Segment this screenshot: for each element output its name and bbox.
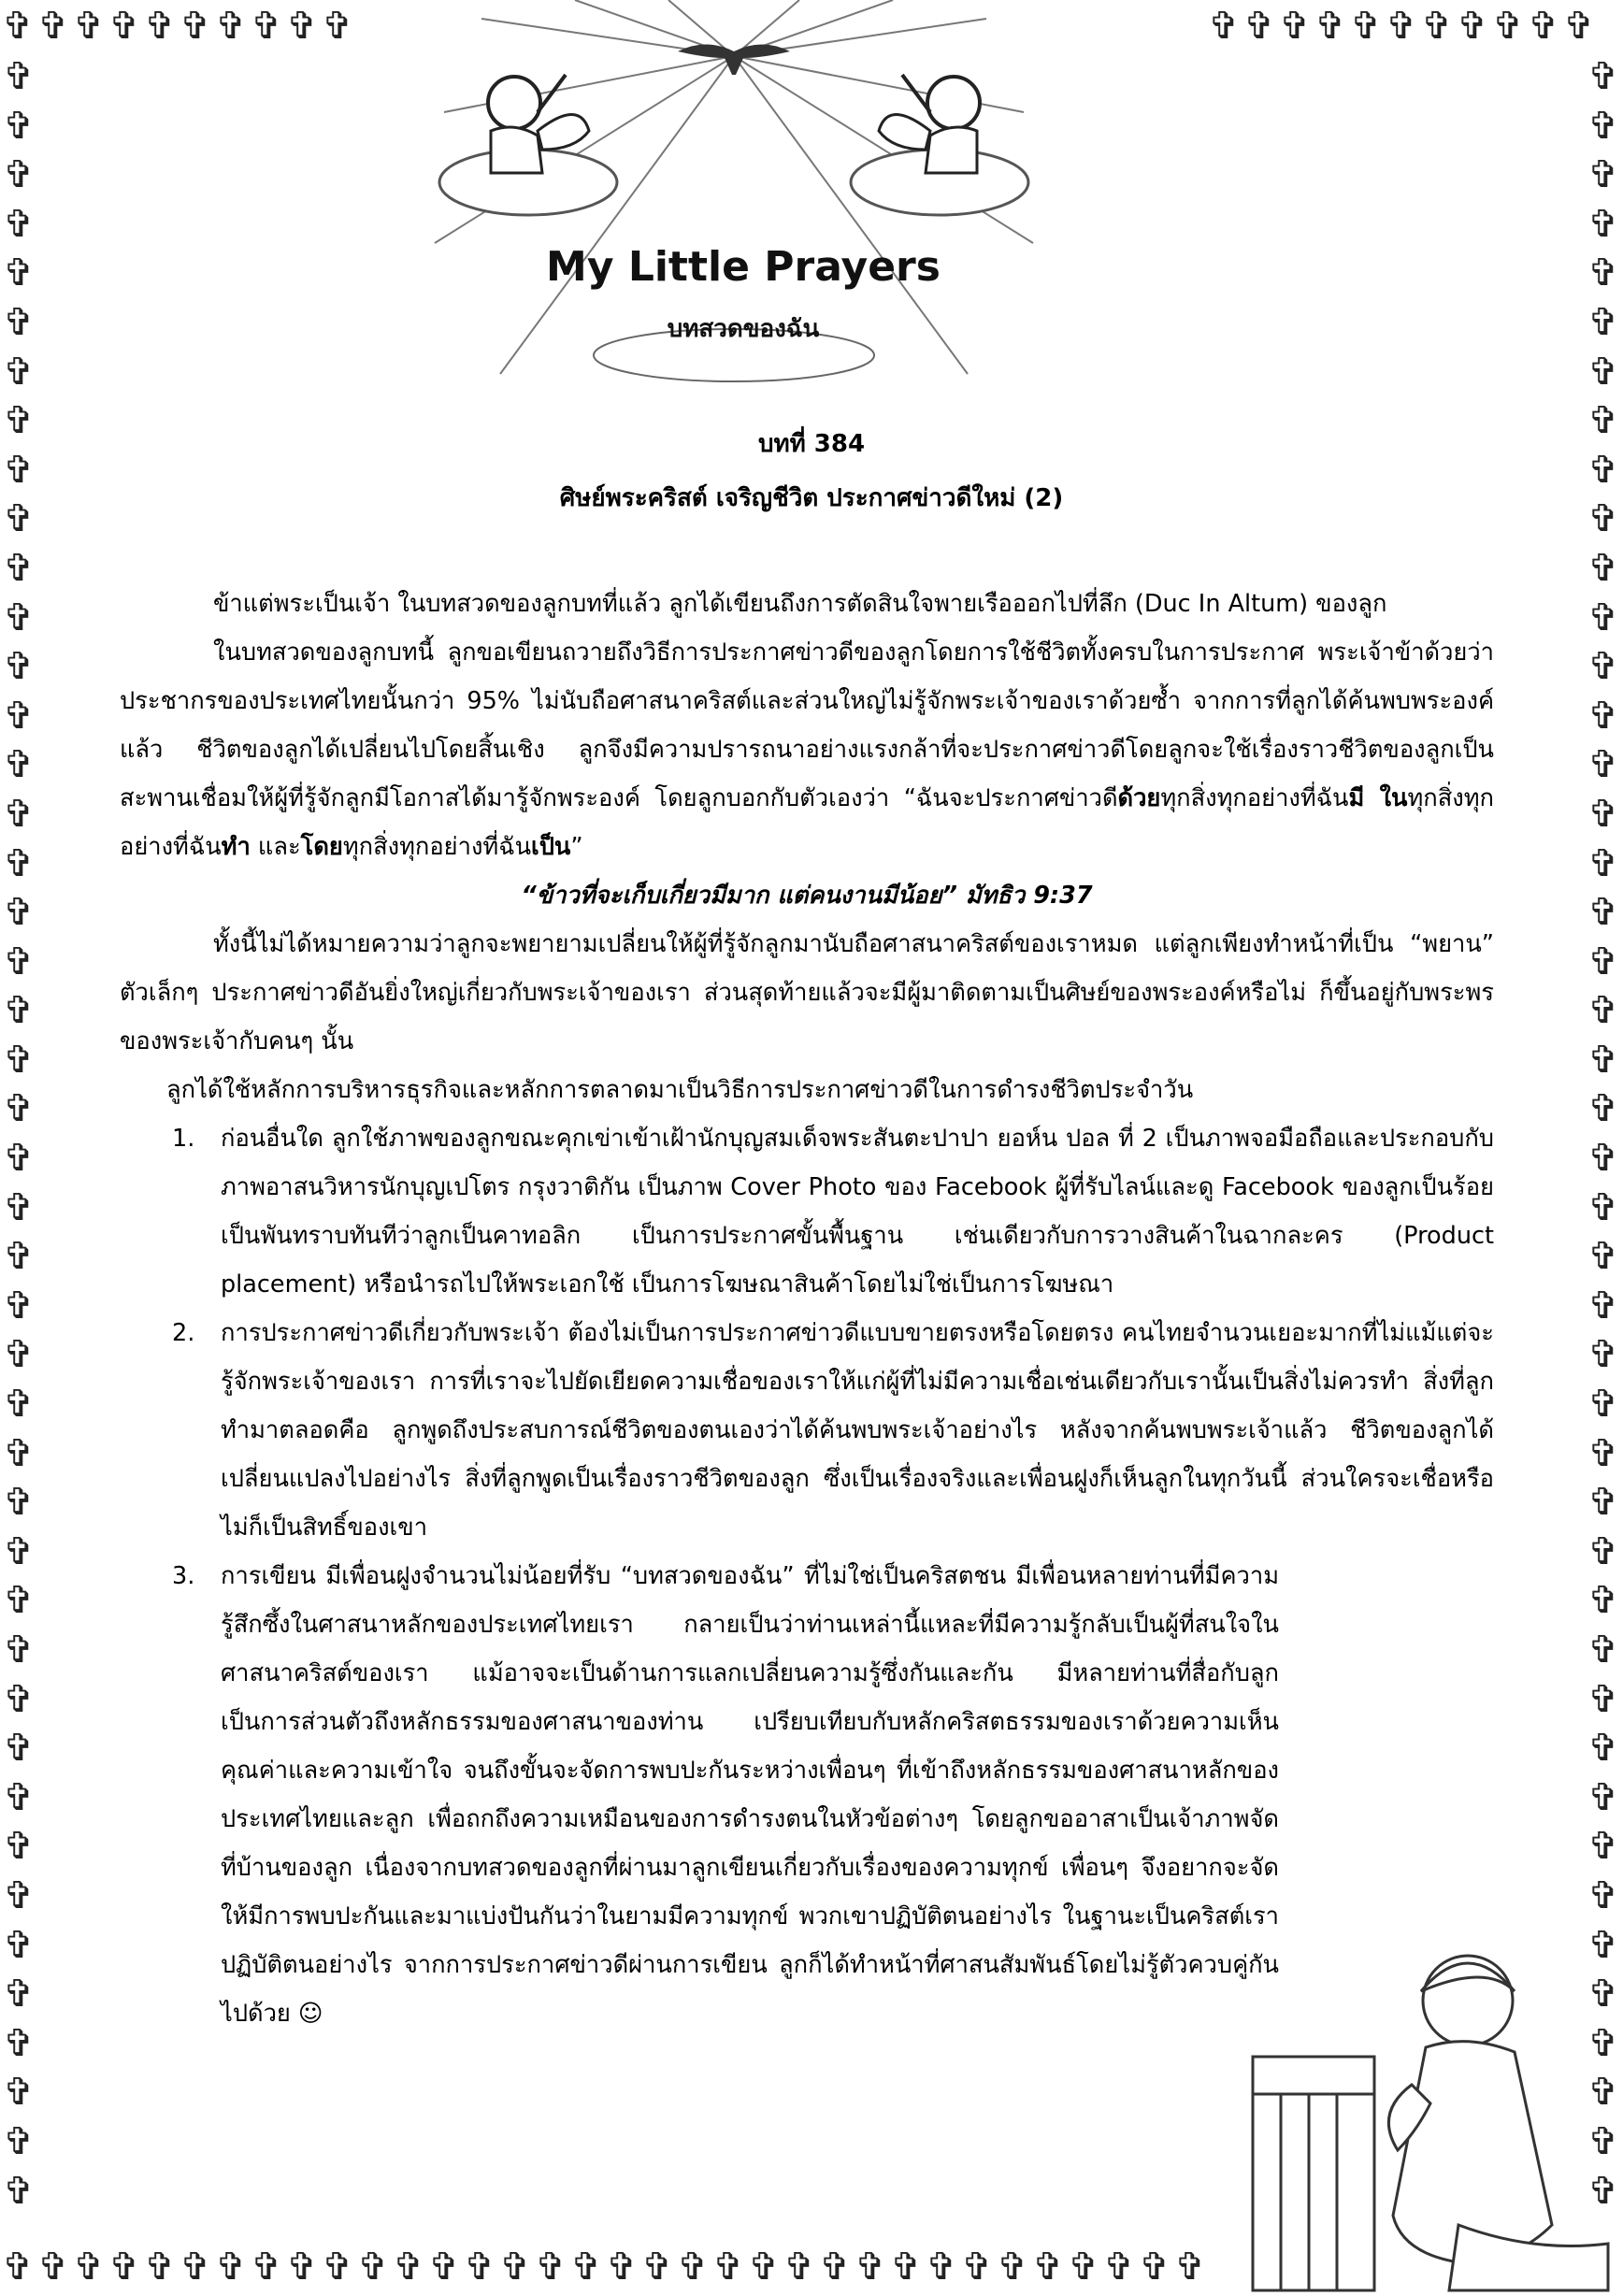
cross-icon: ✞: [3, 1235, 35, 1279]
cross-icon: ✞: [3, 1284, 35, 1327]
cross-icon: ✞: [3, 202, 35, 246]
cross-icon: ✞: [3, 1431, 35, 1475]
cross-icon: ✞: [3, 153, 35, 197]
cross-icon: ✞: [215, 2246, 247, 2289]
cross-icon: ✞: [37, 5, 69, 48]
list-item: 3. การเขียน มีเพื่อนฝูงจำนวนไม่น้อยที่รับ “บทสวดของฉัน” ที่ไม่ใช่เป็นคริสตชน มีเพื่อนหลายท่านที่มีความรู้สึกซึ้งในศาสนาหลักของประเทศไทยเรา กลายเป็นว่าท่านเหล่านี้แหละที่มีความรู้กลับเป็นผู้ที่สนใจในศาสนาคริสต์ของเรา แม้อาจจะเป็นด้านการแลกเปลี่ยนความรู้ซึ่งกันและกัน มีหลายท่านที่สื่อกับลูกเป็นการส่วนตัวถึงหลักธรรมของศาสนาของท่าน เปรียบเทียบกับหลักคริสตธรรมของเราด้วยความเห็นคุณค่าและความเข้าใจ จนถึงขั้นจะจัดการพบปะกันระหว่างเพื่อนๆ ที่เข้าถึงหลักธรรมของศาสนาหลักของประเทศไทยและลูก เพื่อถกถึงความเหมือนของการดำรงตนในหัวข้อต่างๆ โดยลูกขออาสาเป็นเจ้าภาพจัดที่บ้านของลูก เนื่องจากบทสวดของลูกที่ผ่านมาลูกเขียนเกี่ยวกับเรื่องของความทุกข์ เพื่อนๆ จึงอยากจะจัดให้มีการพบปะกันและมาแบ่งปันกันว่าในยามมีความทุกข์ พวกเขาปฏิบัติตนอย่างไร ในฐานะเป็นคริสต์เราปฏิบัติตนอย่างไร จากการประกาศข่าวดีผ่านการเขียน ลูกก็ได้ทำหน้าที่ศาสนสัมพันธ์โดยไม่รู้ตัวควบคู่กันไปด้วย ☺: [172, 1562, 1279, 2028]
paragraph-3: ทั้งนี้ไม่ได้หมายความว่าลูกจะพยายามเปลี่ยนให้ผู้ที่รู้จักลูกมานับถือศาสนาคริสต์ของเราหมด แต่ลูกเพียงทำหน้าที่เป็น “พยาน” ตัวเล็กๆ ประกาศข่าวดีอันยิ่งใหญ่เกี่ยวกับพระเจ้าของเรา ส่วนสุดท้ายแล้วจะมีผู้มาติดตามเป็นศิษย์ของพระองค์หรือไม่ ก็ขึ้นอยู่กับพระพรของพระเจ้ากับคนๆ นั้น: [120, 930, 1494, 1055]
cross-icon: ✞: [1587, 1727, 1619, 1771]
cross-icon: ✞: [2, 2246, 34, 2289]
cross-icon: ✞: [1587, 1973, 1619, 2016]
cross-icon: ✞: [1587, 1923, 1619, 1967]
logo-subtitle: บทสวดของฉัน: [667, 315, 820, 343]
cross-icon: ✞: [1587, 1235, 1619, 1279]
cross-icon: ✞: [1587, 989, 1619, 1033]
cross-icon: ✞: [357, 2246, 389, 2289]
cross-icon: ✞: [215, 5, 247, 48]
cross-icon: ✞: [3, 1775, 35, 1819]
cross-icon: ✞: [1457, 5, 1488, 48]
page-title: ศิษย์พระคริสต์ เจริญชีวิต ประกาศข่าวดีใหม่ (2): [559, 484, 1064, 512]
cross-icon: ✞: [3, 645, 35, 689]
cross-icon: ✞: [677, 2246, 709, 2289]
cross-icon: ✞: [3, 1727, 35, 1771]
list-item: 1. ก่อนอื่นใด ลูกใช้ภาพของลูกขณะคุกเข่าเข้าเฝ้านักบุญสมเด็จพระสันตะปาปา ยอห์น ปอล ที่ 2 เป็นภาพจอมือถือและประกอบกับภาพอาสนวิหารนักบุญเปโตร กรุงวาติกัน เป็นภาพ Cover Photo ของ Facebook ผู้ที่รับไลน์และดู Facebook ของลูกเป็นร้อยเป็นพันทราบทันทีว่าลูกเป็นคาทอลิก เป็นการประกาศขั้นพื้นฐาน เช่นเดียวกับการวางสินค้าในฉากละคร (Product placement) หรือนำรถไปให้พระเอกใช้ เป็นการโฆษณาสินค้าโดยไม่ใช่เป็นการโฆษณา: [172, 1125, 1494, 1299]
paragraph-1: ข้าแต่พระเป็นเจ้า ในบทสวดของลูกบทที่แล้ว ลูกได้เขียนถึงการตัดสินใจพายเรือออกไปที่ลึก (Duc In Altum) ของลูก: [213, 590, 1387, 618]
cross-icon: ✞: [1587, 497, 1619, 541]
cross-icon: ✞: [428, 2246, 460, 2289]
cross-icon: ✞: [3, 1333, 35, 1377]
cross-icon: ✞: [180, 5, 211, 48]
cross-icon: ✞: [1587, 546, 1619, 590]
cross-icon: ✞: [1587, 1677, 1619, 1721]
cross-icon: ✞: [251, 5, 282, 48]
cross-icon: ✞: [748, 2246, 780, 2289]
cross-icon: ✞: [1587, 55, 1619, 98]
cross-icon: ✞: [1587, 841, 1619, 885]
cross-icon: ✞: [1314, 5, 1346, 48]
cross-icon: ✞: [1587, 645, 1619, 689]
cross-icon: ✞: [997, 2246, 1028, 2289]
cross-icon: ✞: [108, 5, 140, 48]
cross-icon: ✞: [1587, 2169, 1619, 2213]
list-item: 2. การประกาศข่าวดีเกี่ยวกับพระเจ้า ต้องไม่เป็นการประกาศข่าวดีแบบขายตรงหรือโดยตรง คนไทยจำนวนเยอะมากที่ไม่แม้แต่จะรู้จักพระเจ้าของเรา การที่เราจะไปยัดเยียดความเชื่อของเราให้แก่ผู้ที่ไม่มีความเชื่อเช่นเดียวกับเรานั้นเป็นสิ่งไม่ควรทำ สิ่งที่ลูกทำมาตลอดคือ ลูกพูดถึงประสบการณ์ชีวิตของตนเองว่าได้ค้นพบพระเจ้าอย่างไร หลังจากค้นพบพระเจ้าแล้ว ชีวิตของลูกได้เปลี่ยนแปลงไปอย่างไร สิ่งที่ลูกพูดเป็นเรื่องราวชีวิตของลูก ซึ่งเป็นเรื่องจริงและเพื่อนฝูงก็เห็นลูกในทุกวันนี้ ส่วนใครจะเชื่อหรือไม่ก็เป็นสิทธิ์ของเขา: [172, 1319, 1494, 1542]
cross-icon: ✞: [1587, 1185, 1619, 1229]
cross-icon: ✞: [3, 596, 35, 639]
cross-icon: ✞: [1563, 5, 1595, 48]
praying-child-illustration: [1234, 1944, 1623, 2296]
cross-icon: ✞: [1587, 153, 1619, 197]
cross-icon: ✞: [3, 1825, 35, 1869]
cross-icon: ✞: [3, 104, 35, 148]
cross-icon: ✞: [2, 5, 34, 48]
cross-icon: ✞: [3, 546, 35, 590]
cross-icon: ✞: [819, 2246, 851, 2289]
cross-icon: ✞: [3, 1973, 35, 2016]
cross-icon: ✞: [144, 2246, 176, 2289]
cross-icon: ✞: [3, 1038, 35, 1082]
cross-icon: ✞: [641, 2246, 673, 2289]
cross-icon: ✞: [1587, 1284, 1619, 1327]
cross-icon: ✞: [1587, 251, 1619, 295]
cross-icon: ✞: [1103, 2246, 1135, 2289]
cross-icon: ✞: [1587, 1038, 1619, 1082]
cross-icon: ✞: [393, 2246, 424, 2289]
cross-icon: ✞: [1587, 448, 1619, 492]
cross-icon: ✞: [3, 2071, 35, 2115]
cross-icon: ✞: [3, 989, 35, 1033]
cross-icon: ✞: [1587, 300, 1619, 344]
cross-icon: ✞: [1587, 1481, 1619, 1525]
border-bottom: [0, 2246, 1208, 2289]
cross-icon: ✞: [783, 2246, 815, 2289]
cross-icon: ✞: [1528, 5, 1559, 48]
cross-icon: ✞: [322, 5, 353, 48]
cross-icon: ✞: [3, 1579, 35, 1623]
cross-icon: ✞: [3, 1383, 35, 1427]
cross-icon: ✞: [1587, 596, 1619, 639]
cross-icon: ✞: [3, 2119, 35, 2163]
cross-icon: ✞: [1587, 2119, 1619, 2163]
cross-icon: ✞: [1068, 2246, 1099, 2289]
cross-icon: ✞: [1032, 2246, 1064, 2289]
cross-icon: ✞: [3, 300, 35, 344]
cross-icon: ✞: [1587, 792, 1619, 836]
cross-icon: ✞: [855, 2246, 886, 2289]
cross-icon: ✞: [3, 841, 35, 885]
cross-icon: ✞: [3, 694, 35, 738]
cross-icon: ✞: [3, 1529, 35, 1573]
border-top-left: [0, 5, 355, 48]
cross-icon: ✞: [1139, 2246, 1171, 2289]
cross-icon: ✞: [73, 5, 105, 48]
border-right: [1585, 55, 1622, 2221]
methods-intro: ลูกได้ใช้หลักการบริหารธุรกิจและหลักการตลาดมาเป็นวิธีการประกาศข่าวดีในการดำรงชีวิตประจำวัน: [166, 1076, 1194, 1104]
cross-icon: ✞: [3, 1923, 35, 1967]
cross-icon: ✞: [108, 2246, 140, 2289]
cross-icon: ✞: [1587, 1825, 1619, 1869]
cross-icon: ✞: [1587, 1431, 1619, 1475]
cross-icon: ✞: [3, 497, 35, 541]
prayer-body: [120, 580, 1494, 2038]
cross-icon: ✞: [3, 399, 35, 443]
cross-icon: ✞: [570, 2246, 602, 2289]
cross-icon: ✞: [1492, 5, 1524, 48]
cross-icon: ✞: [1587, 2071, 1619, 2115]
cross-icon: ✞: [499, 2246, 531, 2289]
cross-icon: ✞: [3, 1087, 35, 1131]
cross-icon: ✞: [73, 2246, 105, 2289]
cross-icon: ✞: [322, 2246, 353, 2289]
cross-icon: ✞: [37, 2246, 69, 2289]
cross-icon: ✞: [1421, 5, 1453, 48]
cross-icon: ✞: [1587, 202, 1619, 246]
chapter-number: บทที่ 384: [757, 430, 866, 458]
cross-icon: ✞: [1386, 5, 1417, 48]
dove-icon: [678, 45, 790, 76]
cross-icon: ✞: [3, 940, 35, 983]
cross-icon: ✞: [251, 2246, 282, 2289]
cross-icon: ✞: [1587, 743, 1619, 787]
cross-icon: ✞: [712, 2246, 744, 2289]
logo-title: My Little Prayers: [546, 243, 941, 291]
cross-icon: ✞: [1587, 1579, 1619, 1623]
cross-icon: ✞: [3, 251, 35, 295]
cross-icon: ✞: [1587, 2021, 1619, 2065]
cross-icon: ✞: [3, 1677, 35, 1721]
cross-icon: ✞: [1587, 104, 1619, 148]
cross-icon: ✞: [1587, 1137, 1619, 1181]
cross-icon: ✞: [926, 2246, 957, 2289]
cross-icon: ✞: [606, 2246, 638, 2289]
cross-icon: ✞: [1587, 350, 1619, 394]
cross-icon: ✞: [1587, 940, 1619, 983]
cross-icon: ✞: [3, 1137, 35, 1181]
cross-icon: ✞: [464, 2246, 496, 2289]
cross-icon: ✞: [1587, 1629, 1619, 1672]
cross-icon: ✞: [961, 2246, 993, 2289]
cross-icon: ✞: [3, 2021, 35, 2065]
cross-icon: ✞: [1243, 5, 1275, 48]
cross-icon: ✞: [3, 743, 35, 787]
cross-icon: ✞: [3, 891, 35, 935]
cross-icon: ✞: [1587, 1333, 1619, 1377]
cross-icon: ✞: [286, 5, 318, 48]
cross-icon: ✞: [1587, 694, 1619, 738]
cross-icon: ✞: [1279, 5, 1311, 48]
paragraph-2: ในบทสวดของลูกบทนี้ ลูกขอเขียนถวายถึงวิธีการประกาศข่าวดีของลูกโดยการใช้ชีวิตทั้งครบในการประกาศ พระเจ้าข้าด้วยว่าประชากรของประเทศไทยนั้นกว่า 95% ไม่นับถือศาสนาคริสต์และส่วนใหญ่ไม่รู้จักพระเจ้าของเราด้วยซ้ำ จากการที่ลูกได้ค้นพบพระองค์แล้ว ชีวิตของลูกได้เปลี่ยนไปโดยสิ้นเชิง ลูกจึงมีความปรารถนาอย่างแรงกล้าที่จะประกาศข่าวดีโดยลูกจะใช้เรื่องราวชีวิตของลูกเป็นสะพานเชื่อมให้ผู้ที่รู้จักลูกมีโอกาสได้มารู้จักพระองค์ โดยลูกบอกกับตัวเองว่า “ฉันจะประกาศข่าวดีด้วยทุกสิ่งทุกอย่างที่ฉันมี ในทุกสิ่งทุกอย่างที่ฉันทำ และโดยทุกสิ่งทุกอย่างที่ฉันเป็น”: [120, 639, 1494, 861]
cross-icon: ✞: [1587, 1383, 1619, 1427]
cross-icon: ✞: [1587, 1775, 1619, 1819]
cross-icon: ✞: [1587, 1087, 1619, 1131]
border-left: [0, 55, 37, 2221]
cross-icon: ✞: [1174, 2246, 1206, 2289]
cross-icon: ✞: [3, 792, 35, 836]
cross-icon: ✞: [1587, 891, 1619, 935]
cross-icon: ✞: [1587, 1873, 1619, 1917]
cross-icon: ✞: [3, 55, 35, 98]
cross-icon: ✞: [3, 448, 35, 492]
border-top-right: [1206, 5, 1597, 48]
cross-icon: ✞: [1208, 5, 1240, 48]
cross-icon: ✞: [3, 2169, 35, 2213]
bible-quote: “ข้าวที่จะเก็บเกี่ยวมีมาก แต่คนงานมีน้อย” มัทธิว 9:37: [521, 882, 1093, 910]
header-illustration: [425, 0, 1042, 402]
cross-icon: ✞: [144, 5, 176, 48]
cross-icon: ✞: [286, 2246, 318, 2289]
cross-icon: ✞: [3, 1629, 35, 1672]
cross-icon: ✞: [3, 1481, 35, 1525]
cross-icon: ✞: [1587, 399, 1619, 443]
cross-icon: ✞: [890, 2246, 922, 2289]
cross-icon: ✞: [3, 1185, 35, 1229]
cross-icon: ✞: [3, 1873, 35, 1917]
cross-icon: ✞: [1350, 5, 1382, 48]
cross-icon: ✞: [1587, 1529, 1619, 1573]
cross-icon: ✞: [180, 2246, 211, 2289]
cross-icon: ✞: [3, 350, 35, 394]
cross-icon: ✞: [535, 2246, 567, 2289]
methods-list: [120, 1114, 1494, 2038]
